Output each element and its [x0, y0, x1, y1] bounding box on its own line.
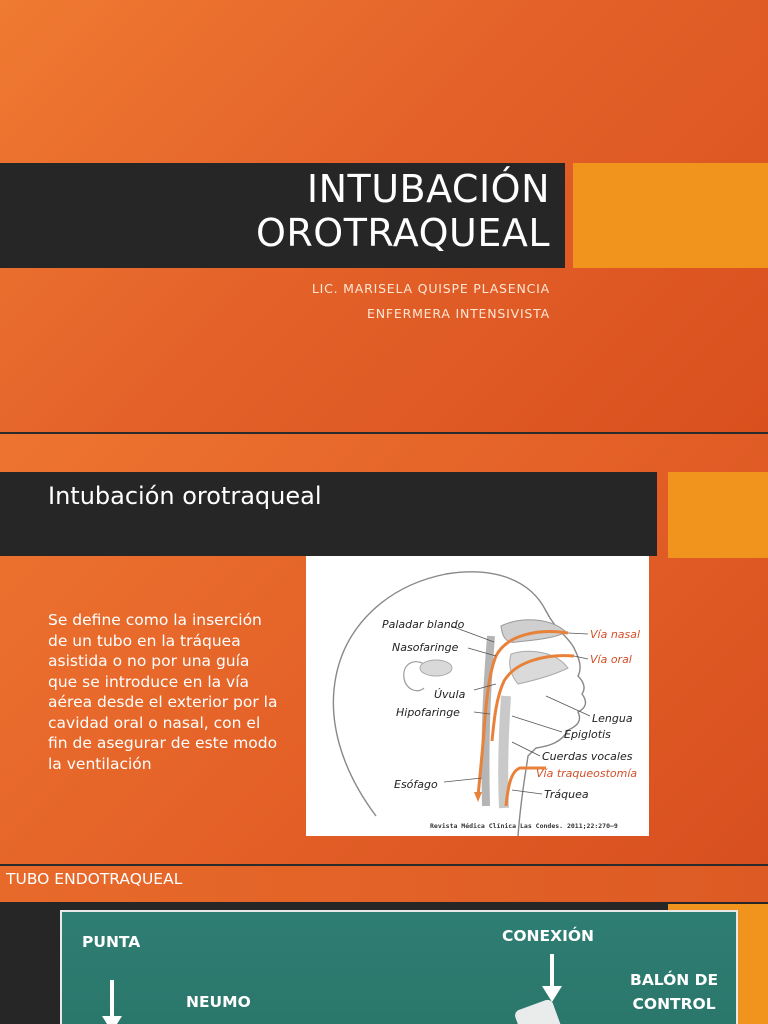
- arrow-down-icon: [100, 976, 124, 1024]
- ear-shape: [420, 660, 452, 676]
- airway-illustration: [306, 556, 649, 836]
- label-neumo: NEUMO: [186, 993, 251, 1011]
- label-epiglotis: Epiglotis: [564, 728, 611, 741]
- title-slide: [0, 0, 768, 432]
- figure-citation: Revista Médica Clínica Las Condes. 2011;22:270–9: [430, 822, 618, 830]
- label-conexion: CONEXIÓN: [502, 927, 594, 945]
- label-uvula: Úvula: [434, 688, 466, 701]
- author-role: ENFERMERA INTENSIVISTA: [367, 306, 550, 321]
- definition-text: Se define como la inserción de un tubo en la tráquea asistida o no por una guía que se introduce en la vía aérea desde el exterior por la cavidad oral o nasal, con el fin de asegurar de este modo la ventilación: [48, 611, 278, 773]
- label-via-traqueostomia: Vía traqueostomía: [536, 767, 638, 780]
- label-paladar-blando: Paladar blando: [382, 618, 465, 631]
- label-balon-line-2: CONTROL: [632, 995, 716, 1013]
- tube-slide: [0, 866, 768, 1024]
- label-esofago: Esófago: [394, 778, 438, 791]
- accent-block: [668, 472, 768, 558]
- label-cuerdas-vocales: Cuerdas vocales: [542, 750, 633, 763]
- title-line-1: INTUBACIÓN: [306, 167, 550, 211]
- label-nasofaringe: Nasofaringe: [392, 641, 459, 654]
- label-traquea: Tráquea: [544, 788, 589, 801]
- slide-title: [256, 167, 550, 255]
- slide-header: [0, 866, 768, 902]
- label-balon-line-1: BALÓN DE: [630, 971, 719, 989]
- endotracheal-tube-photo: [60, 910, 738, 1024]
- label-punta: PUNTA: [82, 933, 141, 951]
- definition-slide: [0, 434, 768, 864]
- slide-title: Intubación orotraqueal: [48, 482, 322, 510]
- label-balon-control: [630, 968, 718, 1016]
- trachea-wall: [503, 696, 506, 808]
- label-via-nasal: Vía nasal: [590, 628, 641, 641]
- accent-block: [573, 163, 768, 268]
- slide-title: TUBO ENDOTRAQUEAL: [6, 870, 183, 888]
- airway-diagram: [306, 556, 649, 836]
- label-via-oral: Vía oral: [590, 653, 632, 666]
- title-line-2: OROTRAQUEAL: [255, 211, 550, 255]
- author-name: LIC. MARISELA QUISPE PLASENCIA: [311, 281, 550, 296]
- label-hipofaringe: Hipofaringe: [396, 706, 460, 719]
- route-arrow: [474, 792, 482, 802]
- label-lengua: Lengua: [592, 712, 633, 725]
